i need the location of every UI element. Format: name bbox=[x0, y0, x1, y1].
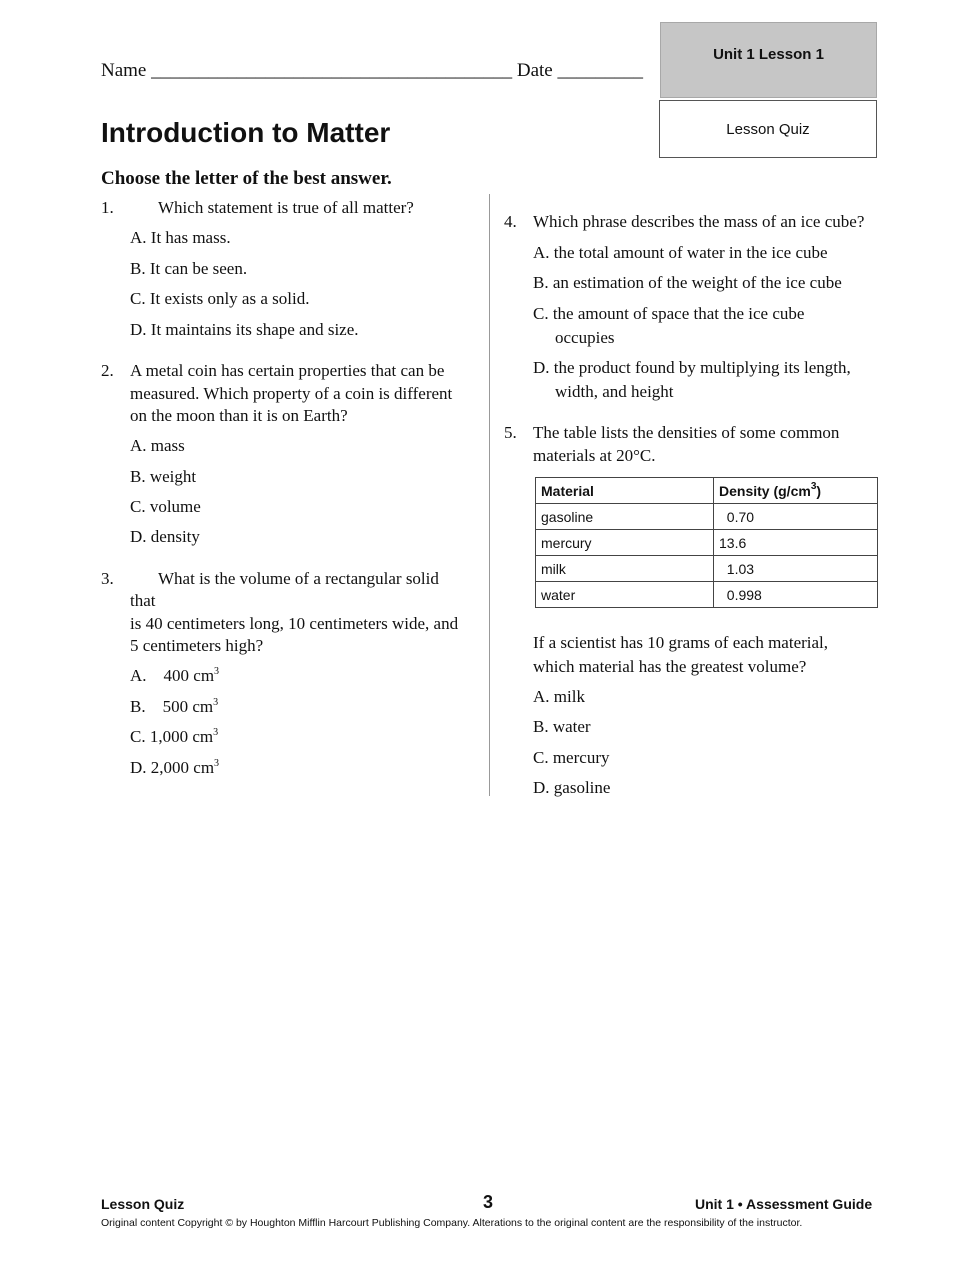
question-number: 2. bbox=[101, 361, 114, 380]
question-text: Which statement is true of all matter? bbox=[158, 198, 414, 217]
option-text: A. 400 cm bbox=[130, 666, 215, 685]
footer-assessment-guide: Unit 1 • Assessment Guide bbox=[695, 1196, 873, 1212]
question-number: 1. bbox=[101, 198, 114, 217]
question-text: The table lists the densities of some common bbox=[533, 423, 840, 442]
lesson-quiz-box bbox=[659, 100, 877, 158]
table-cell-density: 13.6 bbox=[714, 530, 878, 556]
answer-option[interactable]: A. It has mass. bbox=[130, 228, 231, 247]
table-row bbox=[536, 556, 878, 582]
question-text: Which phrase describes the mass of an ice cube? bbox=[533, 212, 865, 231]
density-table bbox=[535, 477, 878, 608]
answer-option[interactable]: D. It maintains its shape and size. bbox=[130, 320, 359, 339]
header-text-end: ) bbox=[816, 482, 822, 499]
table-cell-material: water bbox=[536, 582, 714, 608]
question-number: 3. bbox=[101, 569, 114, 588]
header-text: Density (g/cm bbox=[719, 482, 811, 499]
question-number: 5. bbox=[504, 423, 517, 442]
table-cell-density: 1.03 bbox=[714, 556, 878, 582]
table-cell-density: 0.70 bbox=[714, 504, 878, 530]
copyright-notice: Original content Copyright © by Houghton Mifflin Harcourt Publishing Company. Alterations to the original content are the responsibility of the instructor. bbox=[101, 1217, 803, 1229]
answer-option[interactable]: D. the product found by multiplying its length, bbox=[533, 358, 851, 377]
table-header-material: Material bbox=[536, 478, 714, 504]
column-divider bbox=[489, 194, 490, 796]
answer-option[interactable] bbox=[130, 697, 218, 717]
answer-option[interactable]: C. It exists only as a solid. bbox=[130, 289, 310, 308]
page-number: 3 bbox=[483, 1192, 494, 1212]
answer-option[interactable]: D. density bbox=[130, 527, 200, 546]
answer-option[interactable]: B. weight bbox=[130, 467, 197, 486]
superscript: 3 bbox=[213, 727, 219, 738]
page-title: Introduction to Matter bbox=[101, 117, 391, 148]
footer-lesson-quiz: Lesson Quiz bbox=[101, 1196, 185, 1212]
superscript: 3 bbox=[213, 697, 219, 708]
question-text: is 40 centimeters long, 10 centimeters wide, and bbox=[130, 614, 459, 633]
answer-option-continued: occupies bbox=[555, 328, 615, 347]
answer-option[interactable]: C. the amount of space that the ice cube bbox=[533, 304, 805, 323]
table-cell-material: mercury bbox=[536, 530, 714, 556]
answer-option[interactable]: A. mass bbox=[130, 436, 185, 455]
question-text: that bbox=[130, 591, 156, 610]
superscript: 3 bbox=[214, 758, 220, 769]
table-header-row bbox=[536, 478, 878, 504]
option-text: B. 500 cm bbox=[130, 697, 214, 716]
answer-option[interactable]: B. water bbox=[533, 717, 591, 736]
lesson-quiz-label: Lesson Quiz bbox=[726, 121, 810, 138]
superscript: 3 bbox=[810, 480, 817, 492]
table-cell-material: milk bbox=[536, 556, 714, 582]
answer-option[interactable]: B. It can be seen. bbox=[130, 259, 248, 278]
question-text: measured. Which property of a coin is different bbox=[130, 384, 453, 403]
option-text: C. 1,000 cm bbox=[130, 727, 214, 746]
question-text: materials at 20°C. bbox=[533, 446, 656, 465]
table-header-density bbox=[714, 478, 878, 504]
answer-option[interactable]: C. mercury bbox=[533, 748, 610, 767]
answer-option[interactable]: C. volume bbox=[130, 497, 201, 516]
table-cell-material: gasoline bbox=[536, 504, 714, 530]
table-row bbox=[536, 504, 878, 530]
answer-option[interactable] bbox=[130, 758, 219, 778]
question-text: A metal coin has certain properties that can be bbox=[130, 361, 445, 380]
option-text: D. 2,000 cm bbox=[130, 758, 215, 777]
question-text: If a scientist has 10 grams of each material, bbox=[533, 633, 829, 652]
answer-option[interactable] bbox=[130, 666, 219, 686]
question-text: which material has the greatest volume? bbox=[533, 657, 807, 676]
superscript: 3 bbox=[214, 666, 220, 677]
unit-lesson-label: Unit 1 Lesson 1 bbox=[713, 46, 824, 63]
table-cell-density: 0.998 bbox=[714, 582, 878, 608]
unit-lesson-box bbox=[660, 22, 877, 98]
question-number: 4. bbox=[504, 212, 517, 231]
answer-option[interactable]: D. gasoline bbox=[533, 778, 611, 797]
answer-option[interactable] bbox=[130, 727, 218, 747]
answer-option[interactable]: A. milk bbox=[533, 687, 585, 706]
name-date-line: Name ______________________________________ Date _________ bbox=[101, 60, 643, 81]
answer-option[interactable]: B. an estimation of the weight of the ice cube bbox=[533, 273, 842, 292]
answer-option-continued: width, and height bbox=[555, 382, 674, 401]
instructions: Choose the letter of the best answer. bbox=[101, 168, 392, 189]
question-text: 5 centimeters high? bbox=[130, 636, 264, 655]
question-text: on the moon than it is on Earth? bbox=[130, 406, 348, 425]
answer-option[interactable]: A. the total amount of water in the ice cube bbox=[533, 243, 828, 262]
question-text: What is the volume of a rectangular solid bbox=[158, 569, 439, 588]
table-row bbox=[536, 530, 878, 556]
table-row bbox=[536, 582, 878, 608]
